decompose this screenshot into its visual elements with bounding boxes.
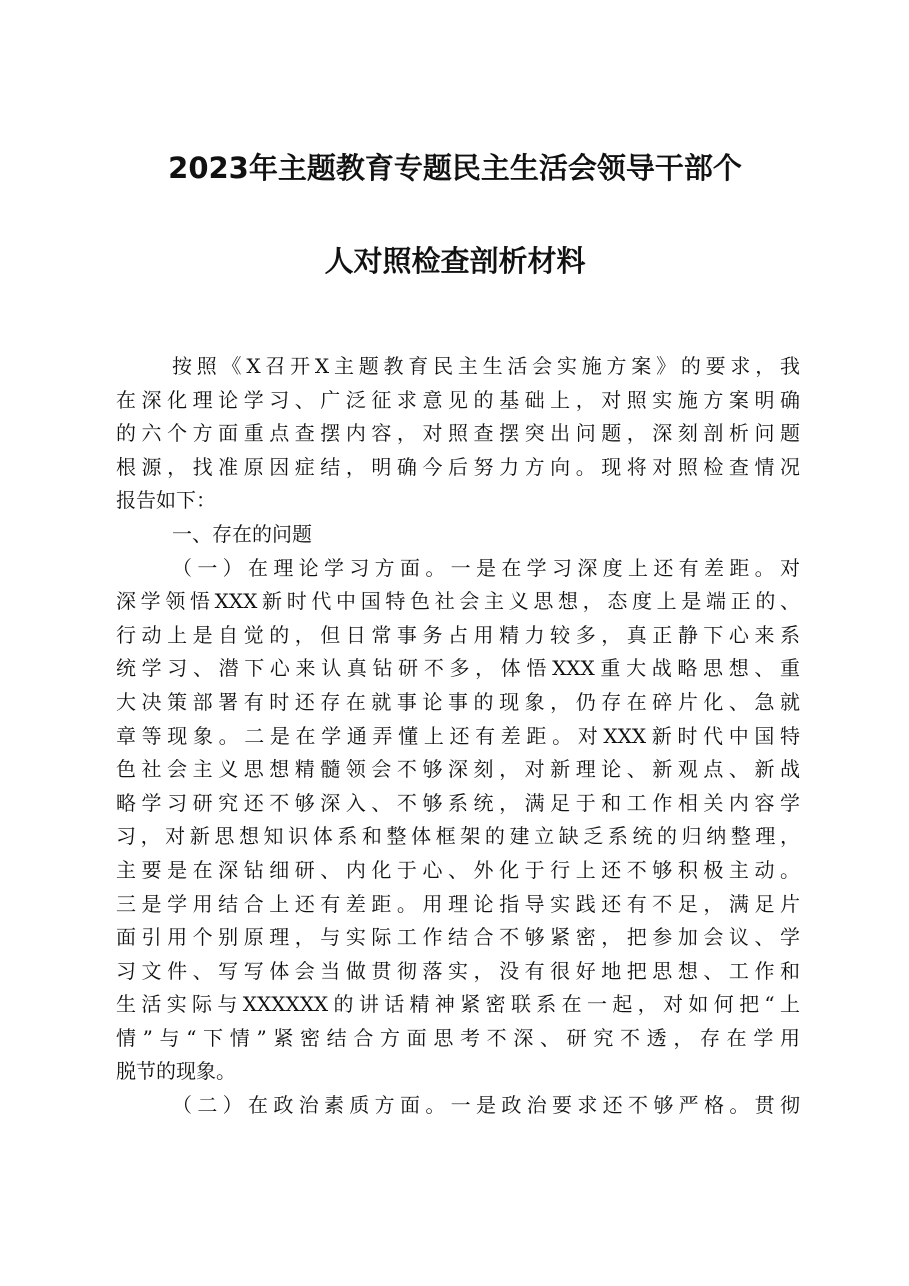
document-title-line-2: 人对照检查剖析材料 — [324, 244, 586, 278]
document-body — [116, 350, 800, 1123]
body-line: 行动上是自觉的，但日常事务占用精力较多，真正静下心来系 — [116, 622, 800, 647]
body-line: 脱节的现象。 — [116, 1059, 236, 1084]
body-line: 略学习研究还不够深入、不够系统，满足于和工作相关内容学 — [116, 790, 800, 815]
body-line: （二）在政治素质方面。一是政治要求还不够严格。贯彻 — [172, 1093, 800, 1118]
body-line: 习文件、写写体会当做贯彻落实，没有很好地把思想、工作和 — [116, 958, 800, 983]
body-line: 的六个方面重点查摆内容，对照查摆突出问题，深刻剖析问题 — [116, 421, 800, 446]
body-line: 报告如下： — [116, 488, 216, 513]
body-line: 深学领悟XXX新时代中国特色社会主义思想，态度上是端正的、 — [116, 589, 800, 614]
body-line: 统学习、潜下心来认真钻研不多，体悟XXX重大战略思想、重 — [116, 656, 800, 681]
body-line: 章等现象。二是在学通弄懂上还有差距。对XXX新时代中国特 — [116, 723, 800, 748]
body-line: 习，对新思想知识体系和整体框架的建立缺乏系统的归纳整理， — [116, 824, 800, 849]
body-line: 情”与“下情”紧密结合方面思考不深、研究不透，存在学用 — [116, 1025, 800, 1050]
body-line: 三是学用结合上还有差距。用理论指导实践还有不足，满足片 — [116, 891, 800, 916]
body-line: 根源，找准原因症结，明确今后努力方向。现将对照检查情况 — [116, 454, 800, 479]
body-line: （一）在理论学习方面。一是在学习深度上还有差距。对 — [172, 555, 800, 580]
body-line: 色社会主义思想精髓领会不够深刻，对新理论、新观点、新战 — [116, 757, 800, 782]
document-title-line-1: 2023年主题教育专题民主生活会领导干部个 — [168, 151, 742, 185]
section-heading: 一、存在的问题 — [172, 521, 312, 546]
body-line: 大决策部署有时还存在就事论事的现象，仍存在碎片化、急就 — [116, 689, 800, 714]
body-line: 生活实际与XXXXXX的讲话精神紧密联系在一起，对如何把“上 — [116, 992, 800, 1017]
body-line: 按照《X召开X主题教育民主生活会实施方案》的要求，我 — [172, 354, 800, 378]
body-line: 面引用个别原理，与实际工作结合不够紧密，把参加会议、学 — [116, 925, 800, 950]
body-line: 在深化理论学习、广泛征求意见的基础上，对照实施方案明确 — [116, 387, 800, 412]
body-line: 主要是在深钻细研、内化于心、外化于行上还不够积极主动。 — [116, 857, 800, 882]
